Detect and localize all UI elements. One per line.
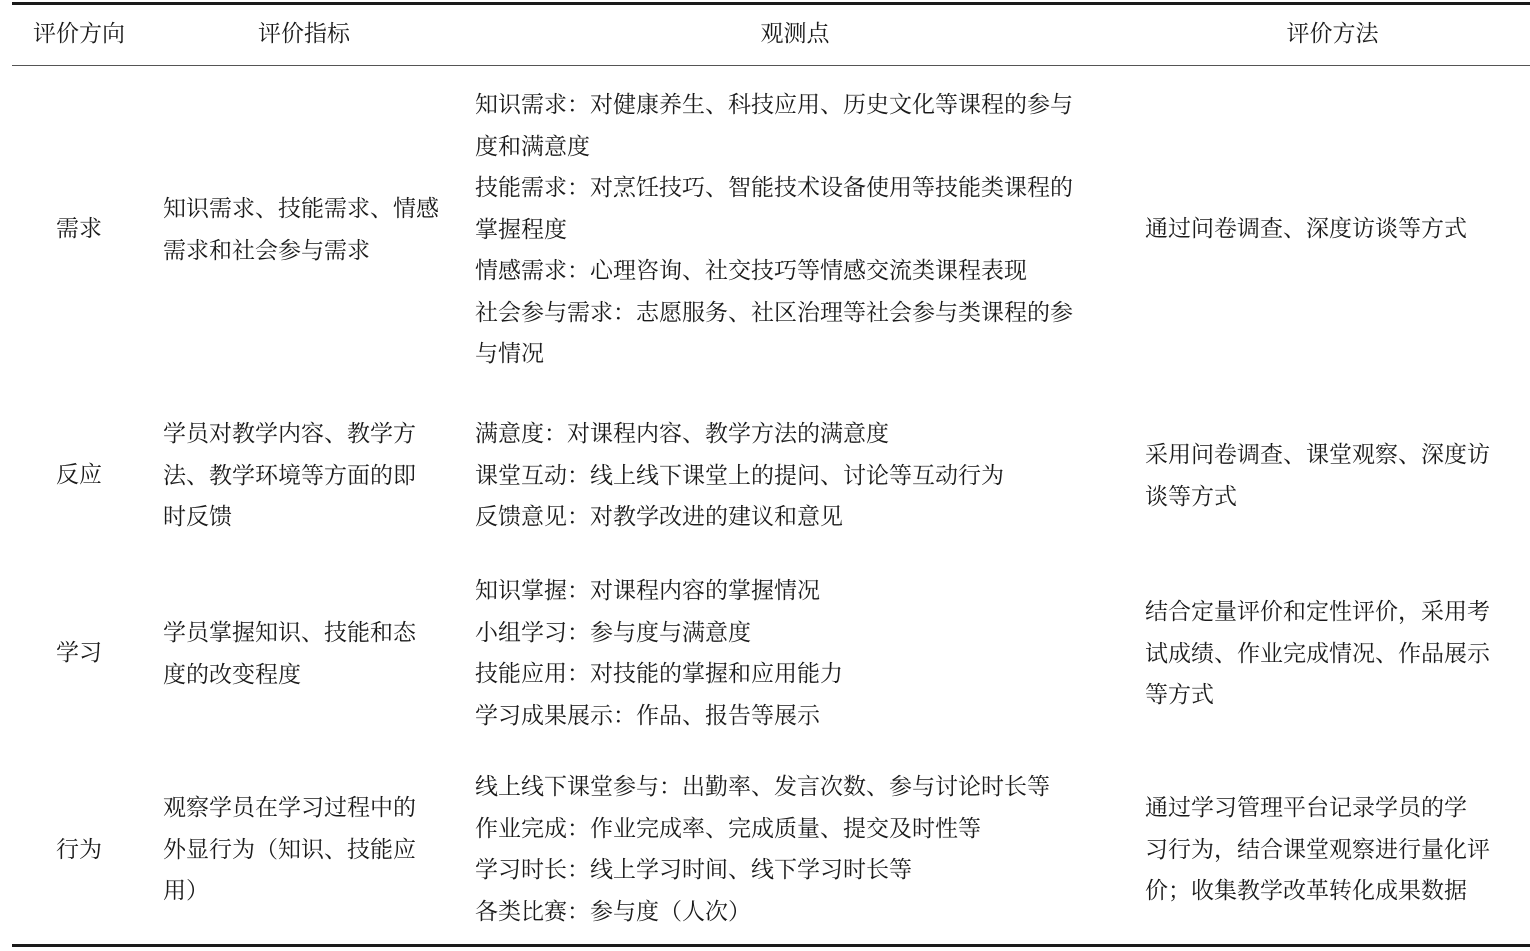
- row-demand-points: 知识需求：对健康养生、科技应用、历史文化等课程的参与 度和满意度 技能需求：对烹饪技巧、智能技术设备使用等技能类课程的 掌握程度 情感需求：心理咨询、社交技巧等情感交流类课程表现 社会参与需求：志愿服务、社区治理等社会参与类课程的参 与情况: [475, 92, 1073, 367]
- row-behavior-direction: 行为: [56, 837, 102, 863]
- row-reaction-indicator: 学员对教学内容、教学方 法、教学环境等方面的即 时反馈: [163, 421, 416, 530]
- table-top-rule: [12, 2, 1530, 5]
- header-direction: 评价方向: [33, 21, 125, 47]
- row-learning-direction: 学习: [56, 640, 102, 666]
- row-reaction-points: 满意度：对课程内容、教学方法的满意度 课堂互动：线上线下课堂上的提问、讨论等互动行为 反馈意见：对教学改进的建议和意见: [475, 421, 1004, 530]
- row-learning-indicator: 学员掌握知识、技能和态 度的改变程度: [163, 620, 416, 688]
- header-observation-points: 观测点: [760, 21, 830, 47]
- row-demand-method: 通过问卷调查、深度访谈等方式: [1145, 216, 1467, 242]
- row-behavior-points: 线上线下课堂参与：出勤率、发言次数、参与讨论时长等 作业完成：作业完成率、完成质量、提交及时性等 学习时长：线上学习时间、线下学习时长等 各类比赛：参与度（人次）: [475, 774, 1050, 925]
- row-demand-direction: 需求: [56, 216, 102, 242]
- row-behavior-method: 通过学习管理平台记录学员的学 习行为，结合课堂观察进行量化评 价；收集教学改革转化成果数据: [1145, 795, 1490, 904]
- row-learning-points: 知识掌握：对课程内容的掌握情况 小组学习：参与度与满意度 技能应用：对技能的掌握和应用能力 学习成果展示：作品、报告等展示: [475, 578, 843, 729]
- table-header-rule: [12, 65, 1530, 66]
- row-learning-method: 结合定量评价和定性评价，采用考 试成绩、作业完成情况、作品展示 等方式: [1145, 599, 1490, 708]
- header-method: 评价方法: [1286, 21, 1379, 47]
- row-reaction-direction: 反应: [56, 462, 102, 488]
- table-bottom-rule: [12, 944, 1530, 947]
- row-reaction-method: 采用问卷调查、课堂观察、深度访 谈等方式: [1145, 442, 1490, 510]
- row-demand-indicator: 知识需求、技能需求、情感 需求和社会参与需求: [163, 196, 439, 264]
- row-behavior-indicator: 观察学员在学习过程中的 外显行为（知识、技能应 用）: [163, 795, 416, 904]
- header-indicator: 评价指标: [258, 21, 350, 47]
